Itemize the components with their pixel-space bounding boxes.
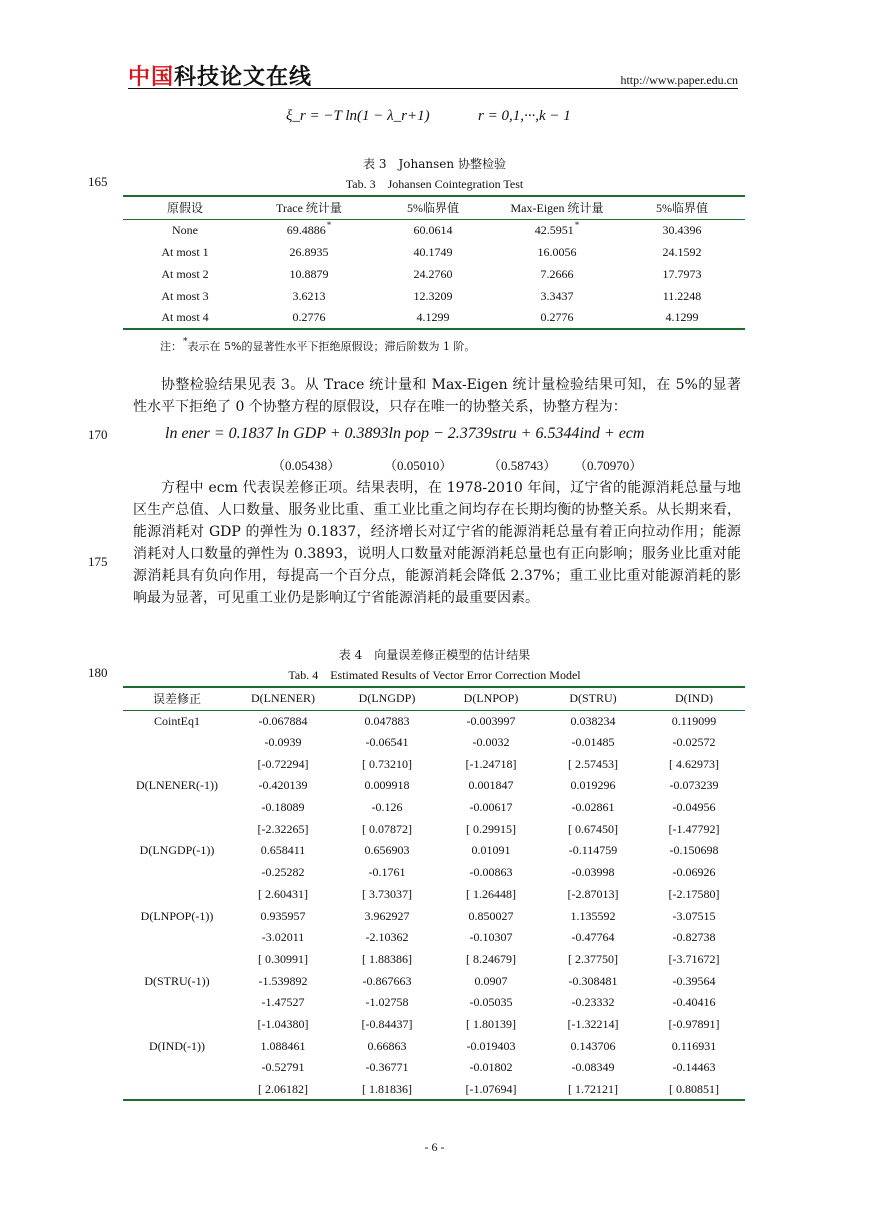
- table4-cell: [ 1.81836]: [362, 1081, 412, 1096]
- table-row: [123, 862, 745, 884]
- table4-cell: -0.126: [371, 800, 403, 815]
- table4-cell: -0.1761: [368, 865, 406, 880]
- table4-cell: -0.23332: [571, 995, 615, 1010]
- table4-cell: [ 0.73210]: [362, 756, 412, 771]
- table4-cell: 0.019296: [570, 778, 616, 793]
- table4-cell: -0.03998: [571, 865, 615, 880]
- table4-cell: -0.114759: [568, 843, 618, 858]
- table3-note: 注：*表示在 5%的显著性水平下拒绝原假设；滞后阶数为 1 阶。: [160, 337, 476, 353]
- table3-header: Trace 统计量: [276, 201, 342, 216]
- table-row: [123, 927, 745, 949]
- table-row: [123, 1014, 745, 1036]
- table4-header: D(IND): [675, 691, 713, 706]
- table4-cell: 0.935957: [260, 908, 306, 923]
- table4-cell: -0.00617: [469, 800, 513, 815]
- table4-cell: [ 0.29915]: [466, 821, 516, 836]
- table3-header: 5%临界值: [656, 201, 708, 216]
- table4-cell: 0.850027: [468, 908, 514, 923]
- table4-row-label: [123, 884, 231, 906]
- table4-cell: -0.01485: [571, 735, 615, 750]
- table4-cell: -0.003997: [466, 713, 516, 728]
- table4-cell: [-0.97891]: [668, 1016, 720, 1031]
- table4-row-label: [123, 1079, 231, 1101]
- table4-cell: [-1.47792]: [668, 821, 720, 836]
- table3-cell: 17.7973: [662, 266, 702, 281]
- formula-top-left: ξ_r = −T ln(1 − λ_r+1): [286, 108, 430, 124]
- table4-cell: 0.116931: [671, 1038, 717, 1053]
- table4-row-label: [123, 732, 231, 754]
- table4-header: D(LNENER): [251, 691, 315, 706]
- table3-cell: None: [172, 222, 198, 237]
- table4-caption-en: Tab. 4 Estimated Results of Vector Error Correction Model: [288, 668, 581, 682]
- table-row: [123, 241, 745, 263]
- table-row: [123, 797, 745, 819]
- table3-header: 5%临界值: [407, 201, 459, 216]
- header-rule: [128, 88, 738, 89]
- table4-row-label: [123, 1014, 231, 1036]
- table3-cell: 0.2776: [292, 310, 326, 324]
- table4-cell: [-2.17580]: [668, 886, 720, 901]
- table4-cell: -0.04956: [672, 800, 716, 815]
- table4-cell: -0.073239: [669, 778, 719, 793]
- table-row: [123, 1079, 745, 1101]
- table4-cell: [-0.72294]: [257, 756, 309, 771]
- line-number: 165: [88, 174, 108, 189]
- table4-cell: -3.02011: [261, 930, 305, 945]
- table-row: [123, 884, 745, 906]
- table4-row-label: D(LNGDP(-1)): [139, 843, 215, 858]
- std-error: （0.70970）: [574, 458, 643, 473]
- table4-row-label: [123, 753, 231, 775]
- table-row: [123, 1035, 745, 1057]
- line-number: 180: [88, 665, 108, 680]
- table4-cell: -0.867663: [362, 973, 412, 988]
- table4-cell: -1.02758: [365, 995, 409, 1010]
- table-row: [123, 219, 745, 241]
- table4-cell: [ 1.26448]: [466, 886, 516, 901]
- table4-cell: 1.135592: [570, 908, 616, 923]
- std-error: （0.58743）: [488, 458, 557, 473]
- table-row: [123, 285, 745, 307]
- table-row: [123, 992, 745, 1014]
- table4-cell: -0.06541: [365, 735, 409, 750]
- significance-star: *: [574, 219, 580, 230]
- table3-cell: At most 1: [161, 244, 209, 259]
- johansen-table: [123, 195, 745, 330]
- table4-row-label: D(LNENER(-1)): [136, 778, 218, 793]
- table-row: [123, 710, 745, 732]
- table4-cell: -0.067884: [258, 713, 308, 728]
- table4-cell: 0.001847: [468, 778, 514, 793]
- table4-cell: [ 4.62973]: [669, 756, 719, 771]
- table4-row-label: [123, 949, 231, 971]
- table4-cell: [ 2.60431]: [258, 886, 308, 901]
- std-error: （0.05010）: [384, 458, 453, 473]
- table4-cell: [ 1.72121]: [568, 1081, 618, 1096]
- table-row: [123, 753, 745, 775]
- table4-cell: -0.0939: [264, 735, 302, 750]
- table4-cell: -0.01802: [469, 1060, 513, 1075]
- table4-header: D(LNPOP): [463, 691, 519, 706]
- table4-cell: [-1.07694]: [465, 1081, 517, 1096]
- logo-red-text: 中国: [128, 65, 175, 90]
- table4-cell: -0.08349: [571, 1060, 615, 1075]
- table3-cell: 4.1299: [665, 310, 699, 324]
- header-url[interactable]: http://www.paper.edu.cn: [620, 73, 738, 87]
- table4-cell: -0.40416: [672, 995, 716, 1010]
- table4-cell: -0.82738: [672, 930, 716, 945]
- table4-row-label: [123, 992, 231, 1014]
- table4-cell: 0.143706: [570, 1038, 616, 1053]
- table4-cell: -0.420139: [258, 778, 308, 793]
- table4-row-label: [123, 1057, 231, 1079]
- table4-cell: [ 0.07872]: [362, 821, 412, 836]
- table3-cell: 26.8935: [289, 244, 329, 259]
- table4-cell: -0.0032: [472, 735, 510, 750]
- table4-cell: -0.00863: [469, 865, 513, 880]
- table3-cell: 16.0056: [537, 244, 577, 259]
- table3-cell-starred: 42.5951*: [534, 219, 580, 237]
- table4-cell: 1.088461: [260, 1038, 306, 1053]
- table3-caption-en: Tab. 3 Johansen Cointegration Test: [345, 177, 524, 191]
- table4-row-label: [123, 818, 231, 840]
- table-row: [123, 905, 745, 927]
- table4-cell: [ 2.37750]: [568, 951, 618, 966]
- table4-header: D(STRU): [569, 691, 617, 706]
- table3-header: 原假设: [166, 201, 203, 216]
- table4-cell: -3.07515: [672, 908, 716, 923]
- table4-cell: 0.038234: [570, 713, 616, 728]
- vecm-table: [123, 686, 745, 1101]
- table3-cell: 4.1299: [416, 310, 450, 324]
- table4-row-label: D(STRU(-1)): [144, 973, 210, 988]
- table3-cell: 0.2776: [540, 310, 574, 324]
- table4-cell: [ 2.57453]: [568, 756, 618, 771]
- table4-cell: [-0.84437]: [361, 1016, 413, 1031]
- std-error: （0.05438）: [272, 458, 341, 473]
- table4-cell: -0.02861: [571, 800, 615, 815]
- table4-cell: [-1.04380]: [257, 1016, 309, 1031]
- table-row: [123, 775, 745, 797]
- table3-cell: 7.2666: [540, 266, 574, 281]
- table4-row-label: D(IND(-1)): [149, 1038, 205, 1053]
- table-row: [123, 949, 745, 971]
- table4-cell: [-1.24718]: [465, 756, 517, 771]
- table4-cell: -0.10307: [469, 930, 513, 945]
- table4-header: 误差修正: [152, 692, 201, 707]
- table4-row-label: D(LNPOP(-1)): [140, 908, 214, 923]
- table4-cell: [ 0.67450]: [568, 821, 618, 836]
- table-row: [123, 818, 745, 840]
- table4-cell: -0.47764: [571, 930, 615, 945]
- table3-cell: 3.6213: [292, 288, 326, 303]
- table4-cell: -0.06926: [672, 865, 716, 880]
- table4-cell: 0.0907: [474, 973, 508, 988]
- formula-top-right: r = 0,1,···,k − 1: [478, 108, 571, 124]
- table4-cell: 0.119099: [671, 713, 717, 728]
- table3-cell: At most 2: [161, 266, 209, 281]
- cointegration-equation: ln ener = 0.1837 ln GDP + 0.3893ln pop − 2.3739stru + 6.5344ind + ecm: [165, 425, 645, 442]
- logo-black-text: 科技论文在线: [174, 65, 313, 90]
- table3-header: Max-Eigen 统计量: [510, 201, 604, 216]
- table3-cell: 10.8879: [289, 266, 329, 281]
- table3-cell: 3.3437: [540, 288, 574, 303]
- table3-cell: 30.4396: [662, 222, 702, 237]
- table3-cell: 12.3209: [413, 288, 453, 303]
- journal-logo: [128, 60, 312, 91]
- table4-cell: [-1.32214]: [567, 1016, 619, 1031]
- table4-cell: -0.36771: [365, 1060, 409, 1075]
- table4-cell: -0.05035: [469, 995, 513, 1010]
- table4-cell: [ 0.80851]: [669, 1081, 719, 1096]
- table4-cell: -0.308481: [568, 973, 618, 988]
- table4-cell: -0.019403: [466, 1038, 516, 1053]
- table4-cell: -1.47527: [261, 995, 305, 1010]
- table-row: [123, 970, 745, 992]
- table4-cell: [ 0.30991]: [258, 951, 308, 966]
- table4-cell: 0.009918: [364, 778, 410, 793]
- table4-cell: 0.658411: [260, 843, 306, 858]
- table4-cell: [ 2.06182]: [258, 1081, 308, 1096]
- table3-cell: At most 3: [161, 288, 209, 303]
- table-row: [123, 263, 745, 285]
- table3-cell-starred: 69.4886*: [286, 219, 332, 237]
- table3-cell: 24.2760: [413, 266, 453, 281]
- table-row: [123, 307, 745, 329]
- table4-cell: [ 8.24679]: [466, 951, 516, 966]
- paragraph-interpretation: 方程中 ecm 代表误差修正项。结果表明，在 1978-2010 年间，辽宁省的能源消耗总量与地区生产总值、人口数量、服务业比重、重工业比重之间均存在长期均衡的协整关系。从长期来看，能源消耗对 GDP 的弹性为 0.1837，经济增长对辽宁省的能源消耗总量有着正向拉动作用；能源消耗对人口数量的弹性为 0.3893，说明人口数量对能源消耗总量也有正向影响；服务业比重对能源消耗具有负向作用，每提高一个百分点，能源消耗会降低 2.37%；重工业比重对能源消耗的影响最为显著，可见重工业仍是影响辽宁省能源消耗的最重要因素。: [133, 480, 741, 606]
- table4-cell: [-2.32265]: [257, 821, 309, 836]
- table4-cell: -0.39564: [672, 973, 716, 988]
- table4-cell: -0.14463: [672, 1060, 716, 1075]
- table4-cell: -0.52791: [261, 1060, 305, 1075]
- table4-cell: 0.01091: [471, 843, 511, 858]
- table4-cell: -0.18089: [261, 800, 305, 815]
- table4-cell: 0.66863: [367, 1038, 407, 1053]
- table-row: [123, 732, 745, 754]
- table3-cell: At most 4: [161, 310, 209, 324]
- table-row: [123, 1057, 745, 1079]
- table4-cell: -0.02572: [672, 735, 716, 750]
- table4-caption-cn: 表 4 向量误差修正模型的估计结果: [338, 648, 531, 662]
- page-number: - 6 -: [424, 1140, 445, 1154]
- table4-cell: [ 3.73037]: [362, 886, 412, 901]
- table4-row-label: [123, 797, 231, 819]
- line-number: 175: [88, 554, 108, 569]
- table3-cell: 40.1749: [413, 244, 453, 259]
- table3-cell: 24.1592: [662, 244, 702, 259]
- table4-cell: [ 1.88386]: [362, 951, 412, 966]
- significance-star: *: [326, 219, 332, 230]
- table4-header: D(LNGDP): [358, 691, 416, 706]
- table4-cell: -2.10362: [365, 930, 409, 945]
- line-number: 170: [88, 427, 108, 442]
- table4-row-label: [123, 927, 231, 949]
- table4-cell: [ 1.80139]: [466, 1016, 516, 1031]
- table3-cell: 11.2248: [662, 288, 702, 303]
- table3-caption-cn: 表 3 Johansen 协整检验: [363, 157, 506, 171]
- table4-row-label: CointEq1: [153, 713, 200, 728]
- paragraph-cointegration-result: 协整检验结果见表 3。从 Trace 统计量和 Max-Eigen 统计量检验结果可知，在 5%的显著性水平下拒绝了 0 个协整方程的原假设，只存在唯一的协整关系，协整方程为：: [133, 377, 741, 415]
- table4-cell: -1.539892: [258, 973, 308, 988]
- table4-cell: 3.962927: [364, 908, 410, 923]
- table4-cell: 0.047883: [364, 713, 410, 728]
- table4-cell: [-2.87013]: [567, 886, 619, 901]
- table4-cell: -0.150698: [669, 843, 719, 858]
- table4-cell: [-3.71672]: [668, 951, 720, 966]
- table4-row-label: [123, 862, 231, 884]
- significance-star: *: [183, 337, 188, 347]
- table3-cell: 60.0614: [413, 222, 453, 237]
- table-row: [123, 840, 745, 862]
- table4-cell: 0.656903: [364, 843, 410, 858]
- table4-cell: -0.25282: [261, 865, 305, 880]
